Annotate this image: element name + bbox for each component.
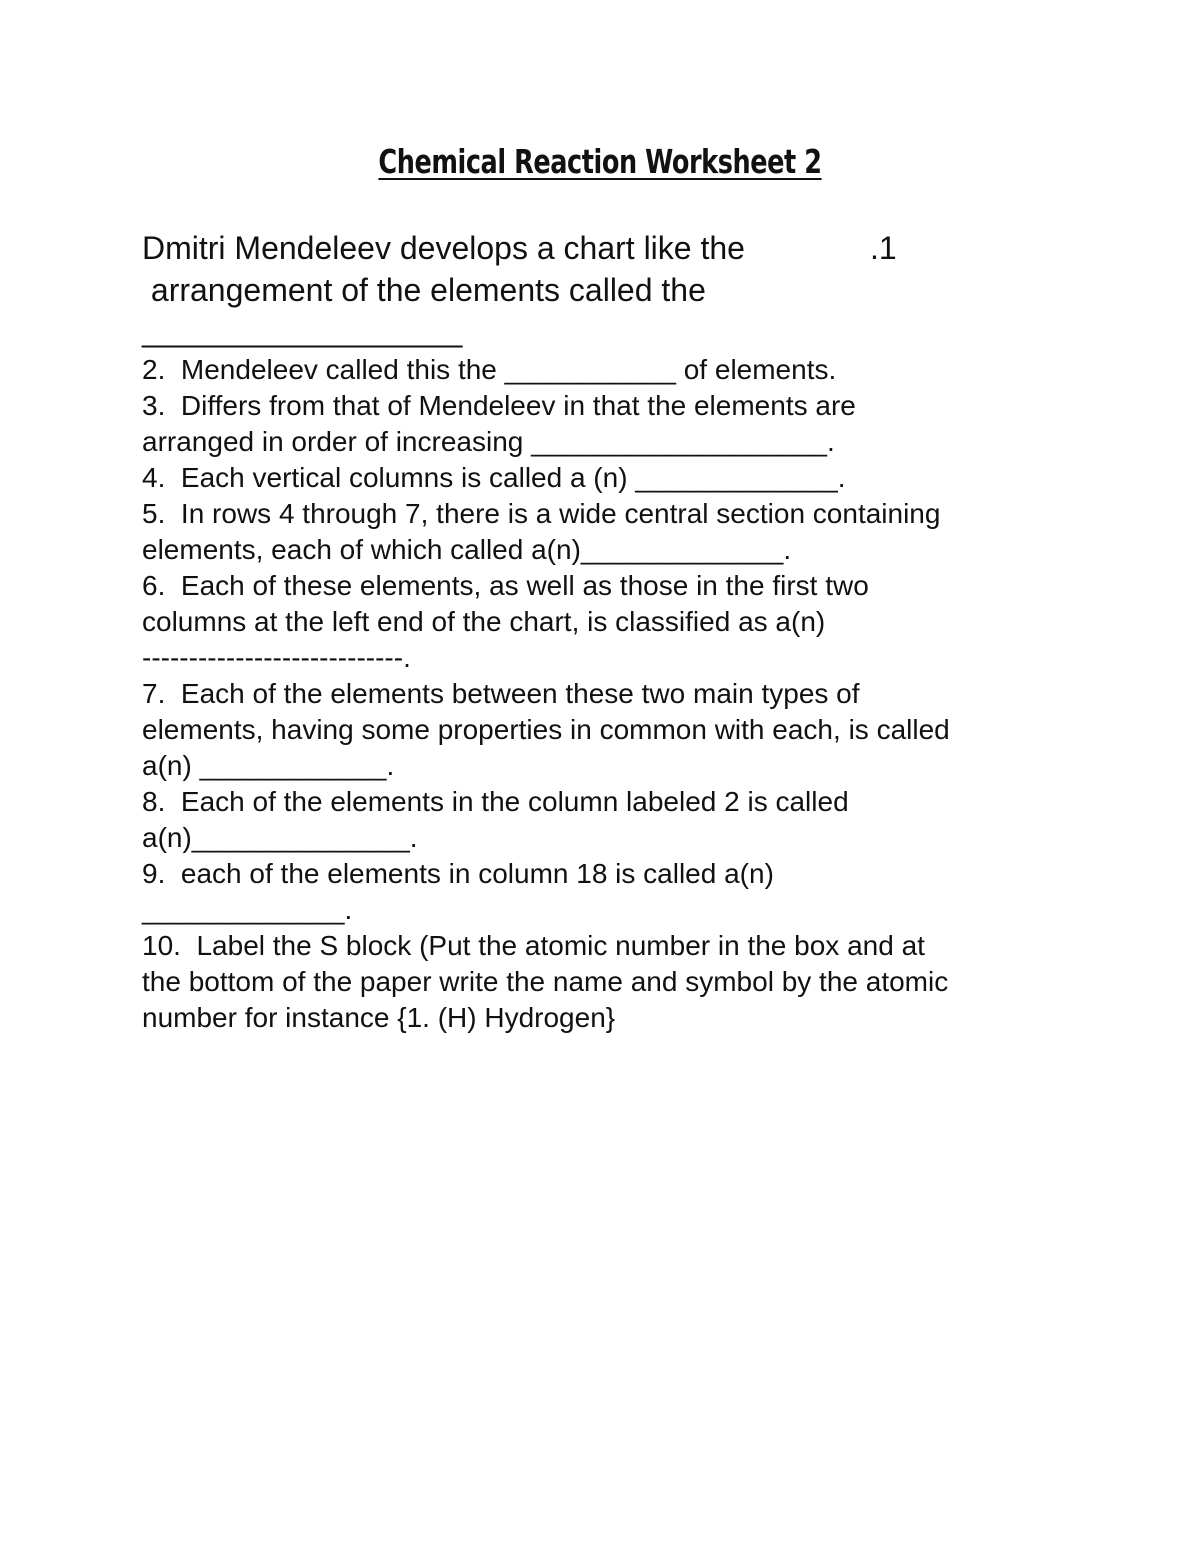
question-line: number for instance {1. (H) Hydrogen} <box>142 1002 616 1033</box>
question-line: 5. In rows 4 through 7, there is a wide central section containing <box>142 498 941 529</box>
question-line: 8. Each of the elements in the column labeled 2 is called <box>142 786 849 817</box>
question-line: 3. Differs from that of Mendeleev in that the elements are <box>142 390 856 421</box>
intro-question-number: .1 <box>870 230 897 266</box>
question-line: columns at the left end of the chart, is classified as a(n) <box>142 606 826 637</box>
question-line: 10. Label the S block (Put the atomic number in the box and at <box>142 930 925 961</box>
page-title: Chemical Reaction Worksheet 2 <box>378 142 822 181</box>
question-line: 2. Mendeleev called this the ___________ of elements. <box>142 354 837 385</box>
question-line: _____________. <box>142 894 353 925</box>
intro-line-1: Dmitri Mendeleev develops a chart like the <box>142 230 745 266</box>
question-line: a(n)______________. <box>142 822 418 853</box>
question-line: arranged in order of increasing ___________________. <box>142 426 835 457</box>
intro-answer-blank: __________________ <box>142 312 463 348</box>
question-line: elements, each of which called a(n)_____________. <box>142 534 792 565</box>
question-line: ----------------------------. <box>142 642 411 673</box>
question-line: the bottom of the paper write the name and symbol by the atomic <box>142 966 949 997</box>
question-line: 9. each of the elements in column 18 is called a(n) <box>142 858 774 889</box>
question-line: 7. Each of the elements between these two main types of <box>142 678 860 709</box>
question-line: 4. Each vertical columns is called a (n) _____________. <box>142 462 846 493</box>
question-line: a(n) ____________. <box>142 750 395 781</box>
intro-line-2: arrangement of the elements called the <box>142 272 706 308</box>
question-line: 6. Each of these elements, as well as those in the first two <box>142 570 869 601</box>
question-line: elements, having some properties in common with each, is called <box>142 714 950 745</box>
